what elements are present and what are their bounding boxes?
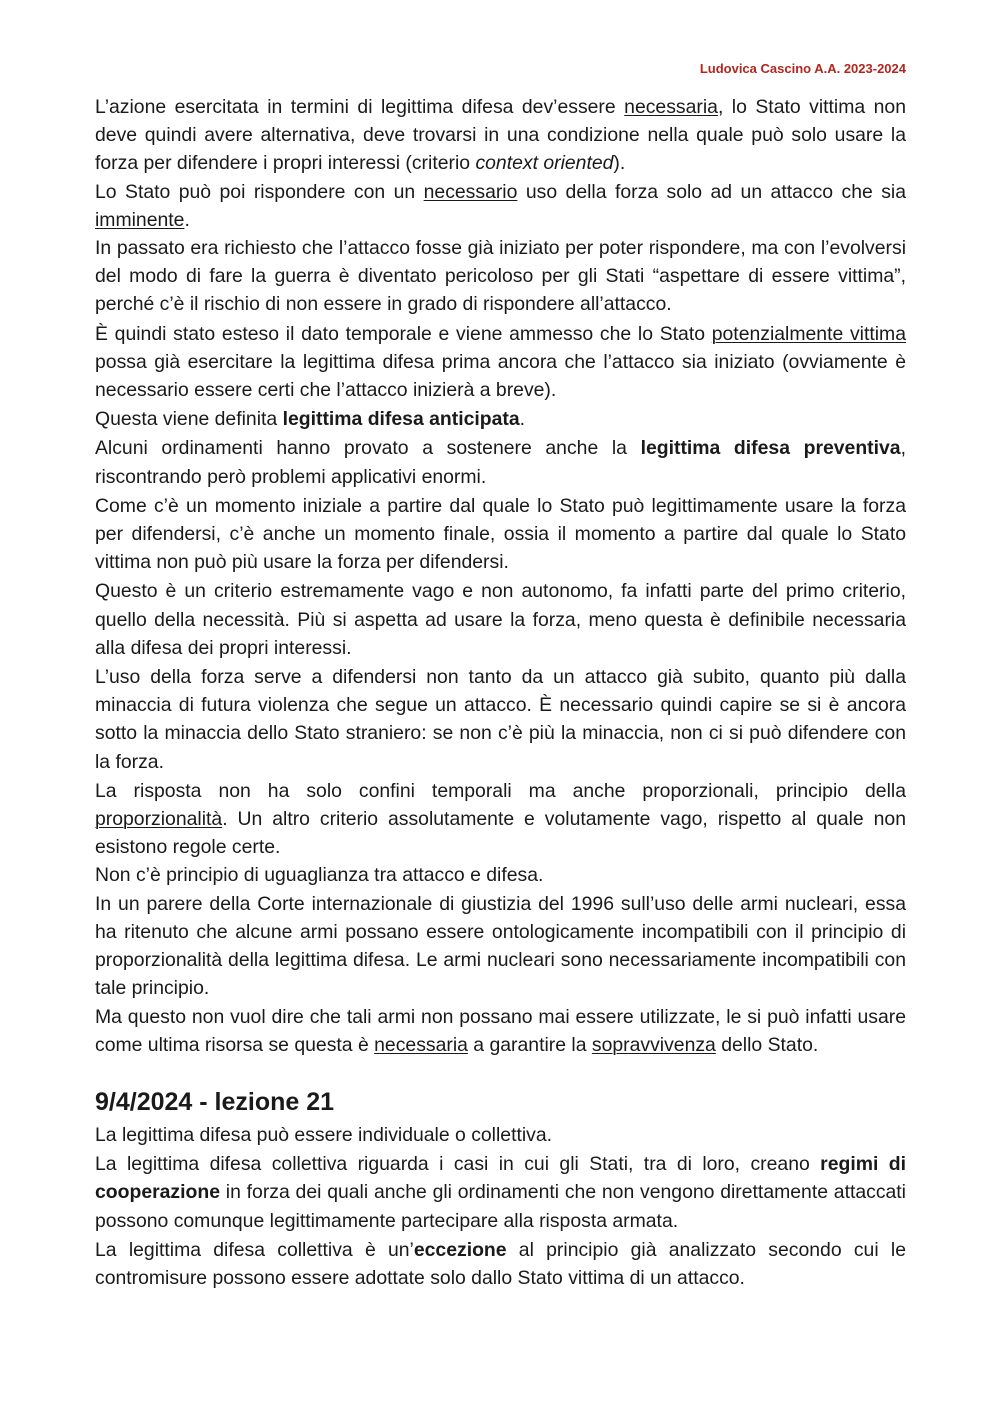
bold-term: regimi di cooperazione — [95, 1153, 906, 1204]
underlined-term: necessaria — [624, 96, 718, 118]
text-span: Questa viene definita — [95, 408, 283, 431]
text-span: Alcuni ordinamenti hanno provato a sostenere anche la — [95, 437, 641, 460]
text-span: a garantire la — [467, 1033, 592, 1056]
underlined-term: necessario — [423, 180, 518, 203]
page-header: Ludovica Cascino A.A. 2023-2024 — [699, 61, 906, 76]
underlined-term: necessaria — [374, 1033, 468, 1056]
paragraph-no-equality: Non c’è principio di uguaglianza tra attacco e difesa. — [95, 864, 544, 887]
paragraph-icj-opinion: In un parere della Corte internazionale di giustizia del 1996 sull’uso delle armi nucleari, essa ha ritenuto che alcune armi possano essere ontologicamente incompatibili con il principio di proporzionalità della legittima difesa. Le armi nucleari sono necessariamente incompatibili con tale principio. — [95, 892, 906, 1000]
text-span: . Un altro criterio assolutamente e volutamente vago, rispetto al quale non esistono regole certe. — [95, 808, 906, 859]
text-span: . — [519, 408, 526, 431]
underlined-term: imminente — [95, 208, 185, 231]
document-body — [95, 93, 906, 1292]
paragraph-final-moment: Come c’è un momento iniziale a partire dal quale lo Stato può legittimamente usare la forza per difendersi, c’è anche un momento finale, ossia il momento a partire dal quale lo Stato vittima non può più usare la forza per difendersi. — [95, 494, 906, 574]
paragraph-collective-defense — [95, 1150, 906, 1235]
paragraph-imminence — [95, 178, 906, 234]
text-span: La legittima difesa collettiva è un’ — [95, 1238, 414, 1261]
underlined-term: potenzialmente vittima — [711, 322, 906, 345]
paragraph-individual-collective: La legittima difesa può essere individuale o collettiva. — [95, 1123, 553, 1146]
text-span: al principio già analizzato secondo cui le contromisure possono essere adottate solo dallo Stato vittima di un attacco. — [95, 1238, 906, 1289]
text-span: La legittima difesa collettiva riguarda i casi in cui gli Stati, tra di loro, creano — [95, 1153, 821, 1176]
text-span: È quindi stato esteso il dato temporale e viene ammesso che lo Stato — [95, 322, 712, 345]
paragraph-future-threat: L’uso della forza serve a difendersi non tanto da un attacco già subito, quanto più dalla minaccia di futura violenza che segue un attacco. È necessario quindi capire se si è ancora sotto la minaccia dello Stato straniero: se non c’è più la minaccia, non ci si può difendere con la forza. — [95, 666, 906, 773]
paragraph-temporal-extension — [95, 320, 906, 405]
bold-term: legittima difesa preventiva — [640, 437, 901, 460]
paragraph-vague-criterion: Questo è un criterio estremamente vago e non autonomo, fa infatti parte del primo criterio, quello della necessità. Più si aspetta ad usare la forza, meno questa è definibile necessaria alla difesa dei propri interessi. — [95, 580, 906, 659]
paragraph-necessity — [95, 93, 906, 178]
text-span: Lo Stato può poi rispondere con un — [95, 180, 424, 203]
text-span: , lo Stato vittima non deve quindi avere alternativa, deve trovarsi in una condizione nella quale può solo usare la forza per difendere i propri interessi (criterio — [95, 96, 906, 175]
paragraph-past-requirement: In passato era richiesto che l’attacco fosse già iniziato per poter rispondere, ma con l’evolversi del modo di fare la guerra è diventato pericoloso per gli Stati “aspettare di essere vittima”, perché c’è il rischio di non essere in grado di rispondere all’attacco. — [95, 237, 906, 316]
text-span: La risposta non ha solo confini temporali ma anche proporzionali, principio della — [95, 779, 906, 802]
text-span: , riscontrando però problemi applicativi enormi. — [95, 437, 906, 488]
bold-term: legittima difesa anticipata — [282, 408, 520, 431]
paragraph-proportionality — [95, 777, 906, 862]
paragraph-exception — [95, 1236, 906, 1292]
paragraph-preventive-defense — [95, 434, 906, 490]
text-span: possa già esercitare la legittima difesa prima ancora che l’attacco sia iniziato (ovviamente è necessario essere certi che l’attacco inizierà a breve). — [95, 350, 906, 402]
underlined-term: sopravvivenza — [591, 1033, 716, 1056]
paragraph-last-resort — [95, 1003, 906, 1059]
bold-term: eccezione — [413, 1238, 507, 1261]
underlined-term: proporzionalità — [95, 808, 223, 831]
italic-term: context oriented — [475, 152, 614, 175]
paragraph-anticipated-defense — [95, 405, 906, 433]
text-span: Ma questo non vuol dire che tali armi non possano mai essere utilizzate, le si può infatti usare come ultima risorsa se questa è — [95, 1005, 906, 1056]
text-span: L’azione esercitata in termini di legittima difesa dev’essere — [95, 96, 625, 118]
text-span: ). — [613, 152, 626, 175]
text-span: uso della forza solo ad un attacco che sia — [517, 180, 906, 203]
text-span: dello Stato. — [715, 1033, 819, 1056]
text-span: in forza dei quali anche gli ordinamenti che non vengono direttamente attaccati possono comunque legittimamente partecipare alla risposta armata. — [95, 1181, 906, 1232]
section-heading: 9/4/2024 - lezione 21 — [95, 1087, 335, 1116]
text-span: . — [184, 208, 190, 231]
